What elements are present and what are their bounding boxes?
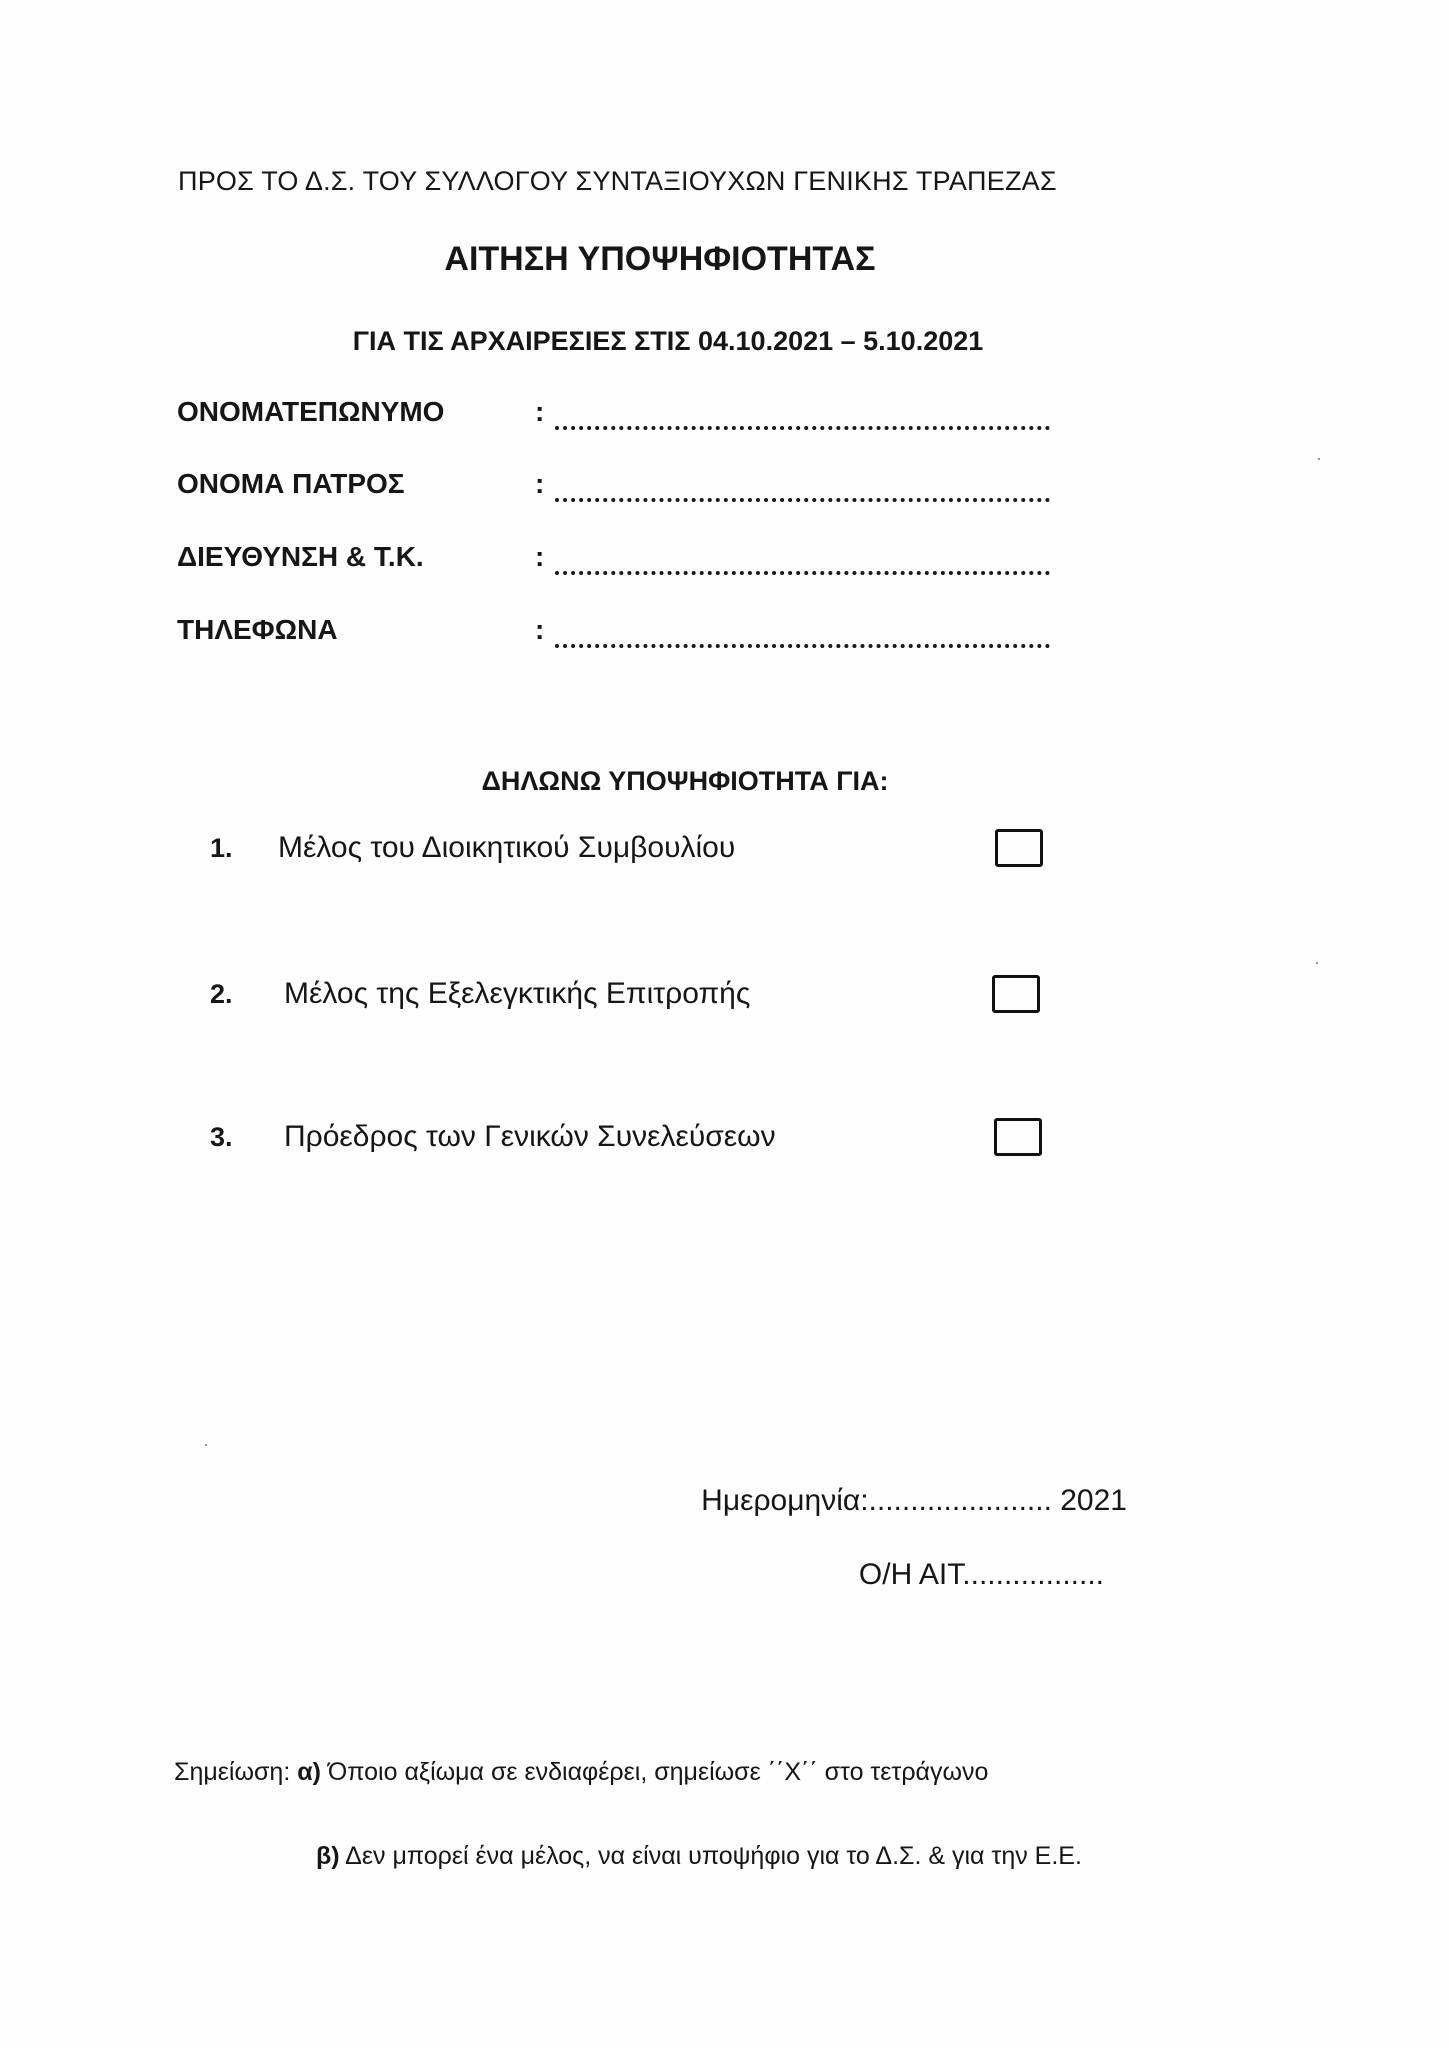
checkbox-audit-committee[interactable] — [992, 975, 1040, 1013]
fill-in-blank[interactable] — [555, 571, 1050, 575]
field-full-name — [177, 396, 1077, 436]
option-number: 1. — [210, 833, 233, 863]
field-address — [177, 541, 1077, 581]
note-a-marker: α) — [297, 1758, 321, 1786]
option-number: 3. — [210, 1122, 233, 1152]
field-separator: : — [535, 396, 545, 427]
note-b — [316, 1842, 1082, 1871]
scan-speck — [205, 1444, 207, 1446]
option-board-member — [210, 829, 1060, 879]
option-audit-committee — [210, 975, 1060, 1025]
field-father-name — [177, 468, 1077, 508]
form-subtitle: ΓΙΑ ΤΙΣ ΑΡΧΑΙΡΕΣΙΕΣ ΣΤΙΣ 04.10.2021 – 5.10.2021 — [352, 326, 984, 356]
field-label: ΤΗΛΕΦΩΝΑ — [177, 614, 338, 645]
addressee-line: ΠΡΟΣ ΤΟ Δ.Σ. ΤΟΥ ΣΥΛΛΟΓΟΥ ΣΥΝΤΑΞΙΟΥΧΩΝ ΓΕΝΙΚΗΣ ΤΡΑΠΕΖΑΣ — [178, 166, 1057, 196]
scan-speck — [1318, 458, 1320, 460]
note-a-text: Όποιο αξίωμα σε ενδιαφέρει, σημείωσε ΄΄Χ΄΄ στο τετράγωνο — [327, 1758, 989, 1786]
field-separator: : — [535, 468, 545, 499]
signature-line: Ο/Η ΑΙΤ................. — [858, 1558, 1104, 1591]
field-label: ΟΝΟΜΑΤΕΠΩΝΥΜΟ — [177, 396, 445, 427]
option-label: Μέλος του Διοικητικού Συμβουλίου — [278, 831, 736, 864]
note-b-marker: β) — [316, 1842, 340, 1870]
field-label: ΔΙΕΥΘΥΝΣΗ & Τ.Κ. — [177, 541, 424, 572]
field-separator: : — [535, 614, 545, 645]
note-prefix: Σημείωση: — [174, 1758, 291, 1786]
note-a — [174, 1758, 988, 1787]
option-label: Μέλος της Εξελεγκτικής Επιτροπής — [284, 977, 751, 1010]
option-number: 2. — [210, 979, 233, 1009]
scan-speck — [1316, 962, 1318, 964]
field-label: ΟΝΟΜΑ ΠΑΤΡΟΣ — [177, 468, 405, 499]
field-phones — [177, 614, 1077, 654]
option-label: Πρόεδρος των Γενικών Συνελεύσεων — [284, 1120, 776, 1153]
date-line: Ημερομηνία:...................... 2021 — [701, 1484, 1127, 1517]
note-b-text: Δεν μπορεί ένα μέλος, να είναι υποψήφιο για το Δ.Σ. & για την Ε.Ε. — [345, 1842, 1082, 1870]
checkbox-board-member[interactable] — [995, 829, 1043, 867]
field-separator: : — [535, 541, 545, 572]
fill-in-blank[interactable] — [555, 498, 1050, 502]
option-assembly-president — [210, 1118, 1060, 1168]
checkbox-assembly-president[interactable] — [994, 1118, 1042, 1156]
fill-in-blank[interactable] — [555, 644, 1050, 648]
declaration-heading: ΔΗΛΩΝΩ ΥΠΟΨΗΦΙΟΤΗΤΑ ΓΙΑ: — [481, 766, 889, 796]
form-title: ΑΙΤΗΣΗ ΥΠΟΨΗΦΙΟΤΗΤΑΣ — [444, 240, 876, 278]
fill-in-blank[interactable] — [555, 426, 1050, 430]
